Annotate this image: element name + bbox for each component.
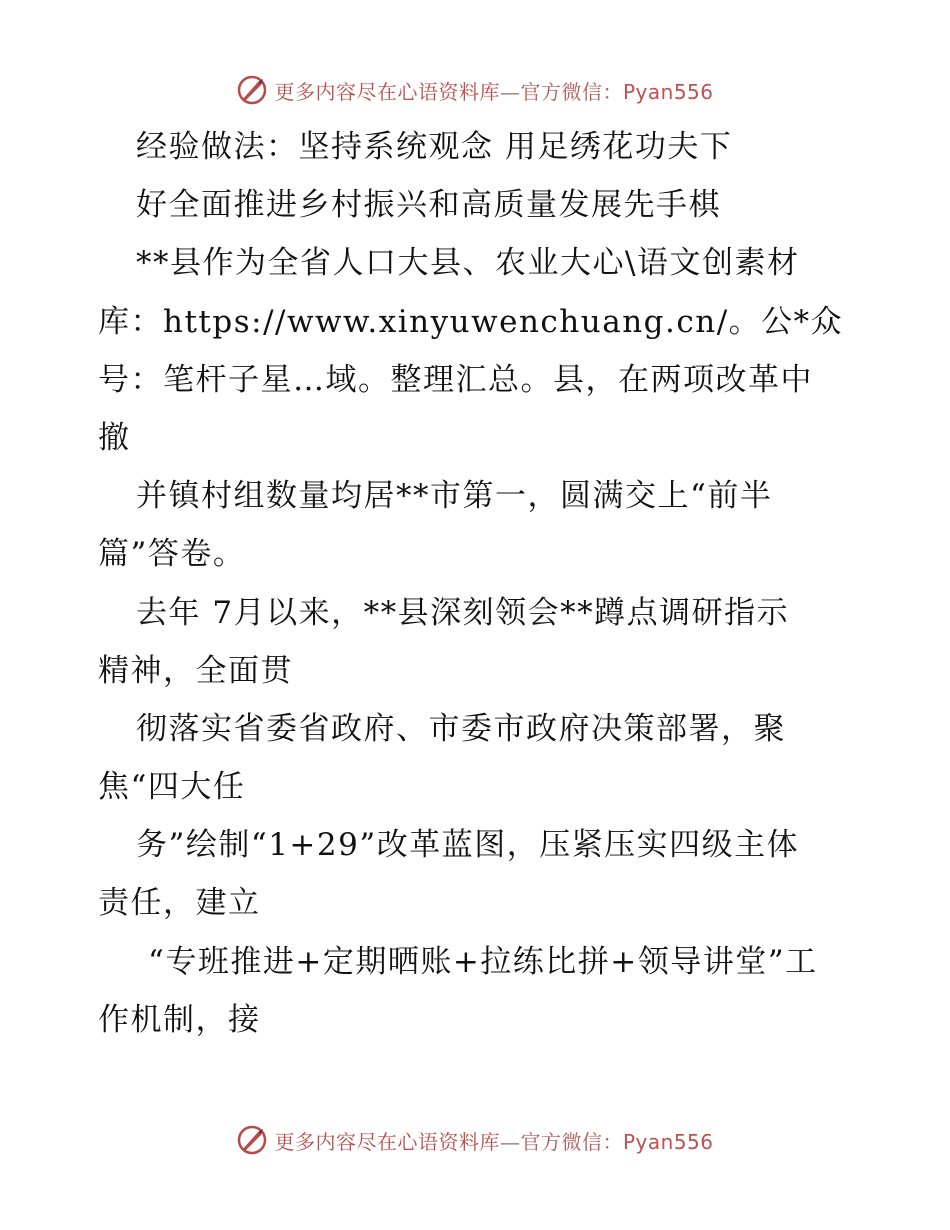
banner-text	[274, 1126, 713, 1155]
footer-watermark-banner	[0, 1120, 950, 1160]
doc-line: 彻落实省委省政府、市委市政府决策部署，聚	[136, 710, 786, 747]
banner-site-name: 更多内容尽在心语资料库	[274, 1129, 500, 1154]
doc-line: 号：笔杆子星…域。整理汇总。县，在两项改革中	[98, 361, 813, 398]
quill-pen-logo-icon	[236, 1124, 268, 1156]
doc-line: 责任，建立	[98, 885, 261, 922]
doc-line: “专班推进+定期晒账+拉练比拼+领导讲堂”工	[148, 943, 818, 980]
quill-pen-logo-icon	[236, 74, 268, 106]
doc-line: 并镇村组数量均居**市第一，圆满交上“前半	[136, 478, 773, 515]
doc-line: 作机制，接	[98, 1001, 261, 1038]
banner-site-name: 更多内容尽在心语资料库	[274, 79, 500, 104]
banner-separator: —	[499, 1129, 521, 1154]
banner-separator: —	[499, 79, 521, 104]
document-body	[98, 118, 888, 1049]
doc-line: 精神，全面贯	[98, 652, 293, 689]
header-watermark-banner	[0, 70, 950, 110]
doc-line: **县作为全省人口大县、农业大心\语文创素材	[136, 245, 800, 282]
banner-wechat-id: Pyan556	[622, 79, 714, 104]
banner-text	[274, 76, 713, 105]
doc-line: 撤	[98, 419, 131, 456]
banner-wechat-label: 官方微信：	[520, 1129, 623, 1154]
doc-line: 篇”答卷。	[98, 536, 246, 573]
banner-wechat-label: 官方微信：	[520, 79, 623, 104]
doc-line: 去年 7月以来，**县深刻领会**蹲点调研指示	[136, 594, 790, 631]
doc-line: 好全面推进乡村振兴和高质量发展先手棋	[136, 187, 721, 224]
doc-line: 焦“四大任	[98, 769, 246, 806]
banner-wechat-id: Pyan556	[622, 1129, 714, 1154]
doc-line: 务”绘制“1+29”改革蓝图，压紧压实四级主体	[136, 827, 800, 864]
doc-line: 经验做法：坚持系统观念 用足绣花功夫下	[136, 129, 733, 165]
doc-line: 库：https://www.xinyuwenchuang.cn/。公*众	[98, 303, 844, 340]
